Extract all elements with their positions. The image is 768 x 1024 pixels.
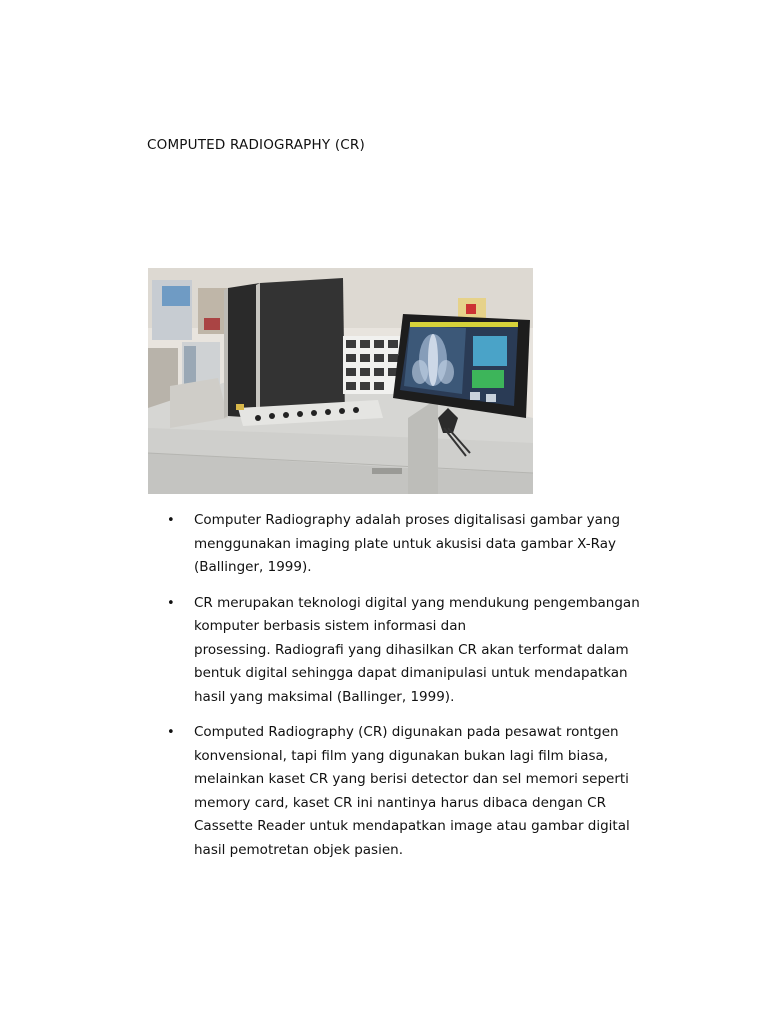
list-item [0,592,768,710]
text-line: CR merupakan teknologi digital yang mendukung pengembangan [194,594,640,611]
list-item-text [194,509,678,580]
text-line: hasil yang maksimal (Ballinger, 1999). [194,688,455,705]
list-item [0,509,768,580]
text-line: (Ballinger, 1999). [194,559,312,575]
text-line: konvensional, tapi film yang digunakan bukan lagi film biasa, [194,747,609,764]
text-line: bentuk digital sehingga dapat dimanipulasi untuk mendapatkan [194,665,628,681]
screen-blue-panel [473,336,507,366]
cassette-panel [228,283,260,418]
list-item-text [194,592,678,710]
text-line: menggunakan imaging plate untuk akusisi data gambar X-Ray [194,535,616,552]
text-line: melainkan kaset CR yang berisi detector dan sel memori seperti [194,771,629,787]
text-line: Cassette Reader untuk mendapatkan image atau gambar digital [194,818,630,834]
text-line: Computed Radiography (CR) digunakan pada pesawat rontgen [194,724,619,740]
bullet-list [0,509,768,874]
bullet-marker: • [167,513,175,528]
list-item-text [194,721,678,862]
bullet-marker: • [167,725,175,740]
list-item [0,721,768,862]
text-line: memory card, kaset CR ini nantinya harus dibaca dengan CR [194,794,606,811]
text-line: Computer Radiography adalah proses digitalisasi gambar yang [194,512,621,528]
text-line: prosessing. Radiografi yang dihasilkan CR akan terformat dalam [194,641,629,658]
bullet-marker: • [167,595,175,611]
cr-machine-photo [148,268,533,494]
screen-green-button [472,370,504,388]
page-title: COMPUTED RADIOGRAPHY (CR) [147,137,365,153]
text-line: hasil pemotretan objek pasien. [194,841,403,858]
text-line: komputer berbasis sistem informasi dan [194,618,467,634]
